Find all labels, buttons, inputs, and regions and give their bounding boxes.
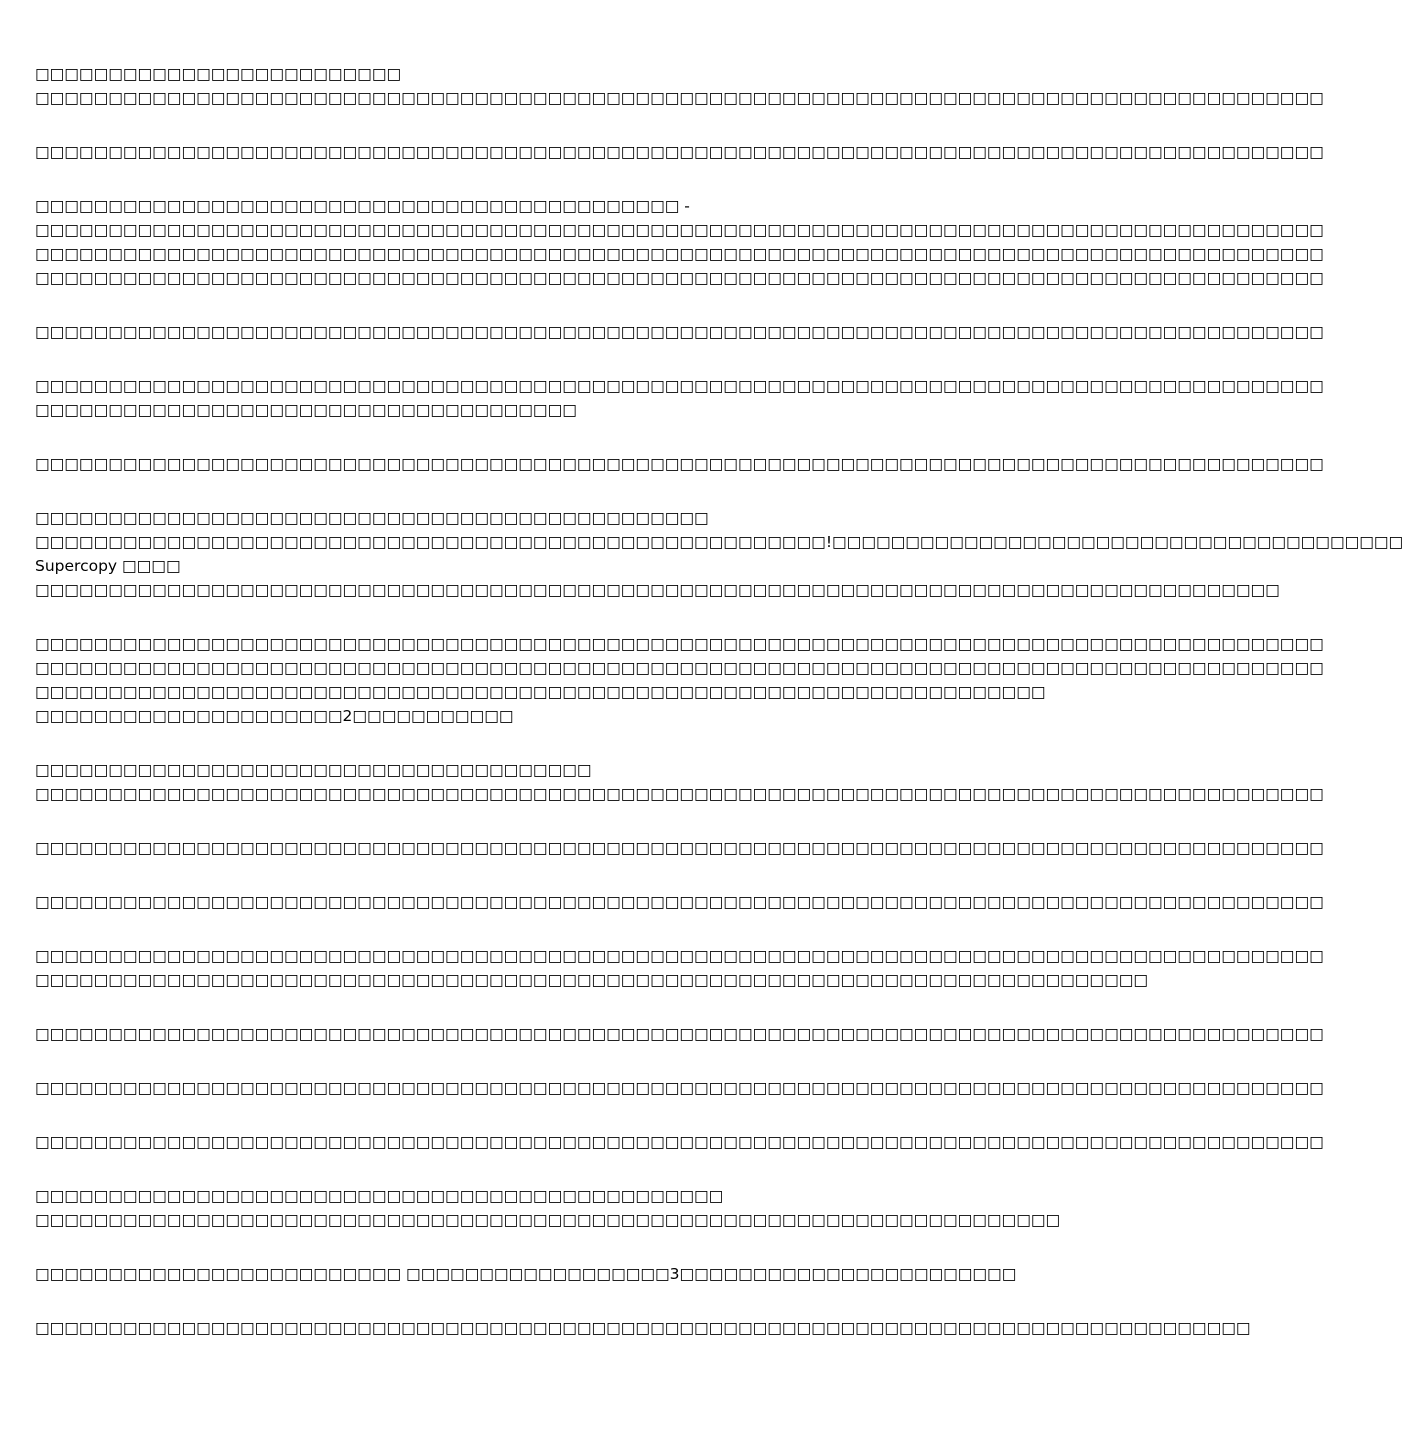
text-line: □□□□□□□□□□□□□□□□□□□□□□□□□□□□□□□□□□□□□□□□□□□□□□□□□□□□□□□□□□□□□□□□□□□□□□□□□□□□□□□□□□□□□□□□ <box>35 659 1324 677</box>
text-line: □□□□□□□□□□□□□□□□□□□□□□□□□□□□□□□□□□□□□ <box>35 401 577 419</box>
text-line: □□□□□□□□□□□□□□□□□□□□□2□□□□□□□□□□□ <box>35 707 514 725</box>
document-body <box>35 62 1403 1370</box>
paragraph-15 <box>35 1130 1324 1154</box>
paragraph-18 <box>35 1316 1251 1340</box>
text-line: □□□□□□□□□□□□□□□□□□□□□□□□□□□□□□□□□□□□□□□□□□□□□□□□□□□□□□!□□□□□□□□□□□□□□□□□□□□□□□□□□□□□□□□□□□□□□□ <box>35 533 1403 551</box>
paragraph-1 <box>35 62 1324 110</box>
text-line: □□□□□□□□□□□□□□□□□□□□□□□□□□□□□□□□□□□□□□□□□□□□□□□□□□□□□□□□□□□□□□□□□□□□□□□□□□□□□□□□□□□□□□□□ <box>35 377 1324 395</box>
text-line: □□□□□□□□□□□□□□□□□□□□□□□□□□□□□□□□□□□□□□□□□□□□□□□□□□□□□□□□□□□□□□□□□□□□□□□□□□□□□□□□□□□□□□□□ <box>35 323 1324 341</box>
text-line: □□□□□□□□□□□□□□□□□□□□□□□□□□□□□□□□□□□□□□□□□□□□□□□□□□□□□□□□□□□□□□□□□□□□□□□□□□□□□□□□□□□□□□□□ <box>35 947 1324 965</box>
paragraph-6 <box>35 452 1324 476</box>
paragraph-4 <box>35 320 1324 344</box>
text-line: □□□□□□□□□□□□□□□□□□□□□□□□□□□□□□□□□□□□□□□□□□□□□□□□□□□□□□□□□□□□□□□□□□□□□□□□□□□□□□□□□□□□□□□□ <box>35 1079 1324 1097</box>
text-line: □□□□□□□□□□□□□□□□□□□□□□□□□□□□□□□□□□□□□□ <box>35 761 592 779</box>
paragraph-12 <box>35 944 1324 992</box>
paragraph-16 <box>35 1184 1061 1232</box>
text-line: □□□□□□□□□□□□□□□□□□□□□□□□□□□□□□□□□□□□□□□□□□□□□□□□□□□□□□□□□□□□□□□□□□□□□□□□□□□□□□□□□□□□□ <box>35 581 1280 599</box>
text-line: □□□□□□□□□□□□□□□□□□□□□□□□□□□□□□□□□□□□□□□□□□□□□□□□□□□□□□□□□□□□□□□□□□□□□□□□□□□□ <box>35 971 1149 989</box>
paragraph-2 <box>35 140 1324 164</box>
text-line: □□□□□□□□□□□□□□□□□□□□□□□□□□□□□□□□□□□□□□□□□□□□ - <box>35 197 690 215</box>
text-line: □□□□□□□□□□□□□□□□□□□□□□□□□□□□□□□□□□□□□□□□□□□□□□□□□□□□□□□□□□□□□□□□□□□□□□□□□□□□□□□□□□□□□□□□ <box>35 455 1324 473</box>
text-line: □□□□□□□□□□□□□□□□□□□□□□□□□□□□□□□□□□□□□□□□□□□□□□□ <box>35 1187 724 1205</box>
text-line: □□□□□□□□□□□□□□□□□□□□□□□□□□□□□□□□□□□□□□□□□□□□□□□□□□□□□□□□□□□□□□□□□□□□□□ <box>35 1211 1061 1229</box>
text-line: □□□□□□□□□□□□□□□□□□□□□□□□□□□□□□□□□□□□□□□□□□□□□□□□□□□□□□□□□□□□□□□□□□□□□□□□□□□□□□□□□□□□□□□□ <box>35 269 1324 287</box>
text-line: □□□□□□□□□□□□□□□□□□□□□□□□□□□□□□□□□□□□□□□□□□□□□□□□□□□□□□□□□□□□□□□□□□□□□□□□□□□□□□□□□□□□□□□□ <box>35 1133 1324 1151</box>
paragraph-5 <box>35 374 1324 422</box>
text-line: □□□□□□□□□□□□□□□□□□□□□□□□□□□□□□□□□□□□□□□□□□□□□□ <box>35 509 709 527</box>
paragraph-13 <box>35 1022 1324 1046</box>
text-line: □□□□□□□□□□□□□□□□□□□□□□□□□ □□□□□□□□□□□□□□□□□□3□□□□□□□□□□□□□□□□□□□□□□□ <box>35 1265 1017 1283</box>
text-line: □□□□□□□□□□□□□□□□□□□□□□□□□□□□□□□□□□□□□□□□□□□□□□□□□□□□□□□□□□□□□□□□□□□□□□□□□□□□□□□□□□□□□□□□ <box>35 839 1324 857</box>
text-line: Supercopy □□□□ <box>35 557 181 575</box>
text-line: □□□□□□□□□□□□□□□□□□□□□□□□□□□□□□□□□□□□□□□□□□□□□□□□□□□□□□□□□□□□□□□□□□□□□□□□□□□□□□□□□□□□□□□□ <box>35 893 1324 911</box>
text-line: □□□□□□□□□□□□□□□□□□□□□□□□□□□□□□□□□□□□□□□□□□□□□□□□□□□□□□□□□□□□□□□□□□□□□□□□□□□□□□□□□□□□□□□□ <box>35 143 1324 161</box>
paragraph-9 <box>35 758 1324 806</box>
paragraph-3 <box>35 194 1324 290</box>
paragraph-8 <box>35 632 1324 728</box>
text-line: □□□□□□□□□□□□□□□□□□□□□□□□□□□□□□□□□□□□□□□□□□□□□□□□□□□□□□□□□□□□□□□□□□□□□□□□□□□□□□□□□□□□□□□□ <box>35 635 1324 653</box>
text-line: □□□□□□□□□□□□□□□□□□□□□□□□□□□□□□□□□□□□□□□□□□□□□□□□□□□□□□□□□□□□□□□□□□□□□□□□□□□□□□□□□□□□□□□□ <box>35 245 1324 263</box>
paragraph-11 <box>35 890 1324 914</box>
text-line: □□□□□□□□□□□□□□□□□□□□□□□□□□□□□□□□□□□□□□□□□□□□□□□□□□□□□□□□□□□□□□□□□□□□□□□□□□□□□□□□□□□ <box>35 1319 1251 1337</box>
text-line: □□□□□□□□□□□□□□□□□□□□□□□□□□□□□□□□□□□□□□□□□□□□□□□□□□□□□□□□□□□□□□□□□□□□□ <box>35 683 1046 701</box>
paragraph-17 <box>35 1262 1017 1286</box>
paragraph-7 <box>35 506 1403 602</box>
text-line: □□□□□□□□□□□□□□□□□□□□□□□□□□□□□□□□□□□□□□□□□□□□□□□□□□□□□□□□□□□□□□□□□□□□□□□□□□□□□□□□□□□□□□□□ <box>35 89 1324 107</box>
text-line: □□□□□□□□□□□□□□□□□□□□□□□□□□□□□□□□□□□□□□□□□□□□□□□□□□□□□□□□□□□□□□□□□□□□□□□□□□□□□□□□□□□□□□□□ <box>35 221 1324 239</box>
paragraph-14 <box>35 1076 1324 1100</box>
text-line: □□□□□□□□□□□□□□□□□□□□□□□□□□□□□□□□□□□□□□□□□□□□□□□□□□□□□□□□□□□□□□□□□□□□□□□□□□□□□□□□□□□□□□□□ <box>35 1025 1324 1043</box>
text-line: □□□□□□□□□□□□□□□□□□□□□□□□□ <box>35 65 402 83</box>
paragraph-10 <box>35 836 1324 860</box>
text-line: □□□□□□□□□□□□□□□□□□□□□□□□□□□□□□□□□□□□□□□□□□□□□□□□□□□□□□□□□□□□□□□□□□□□□□□□□□□□□□□□□□□□□□□□ <box>35 785 1324 803</box>
